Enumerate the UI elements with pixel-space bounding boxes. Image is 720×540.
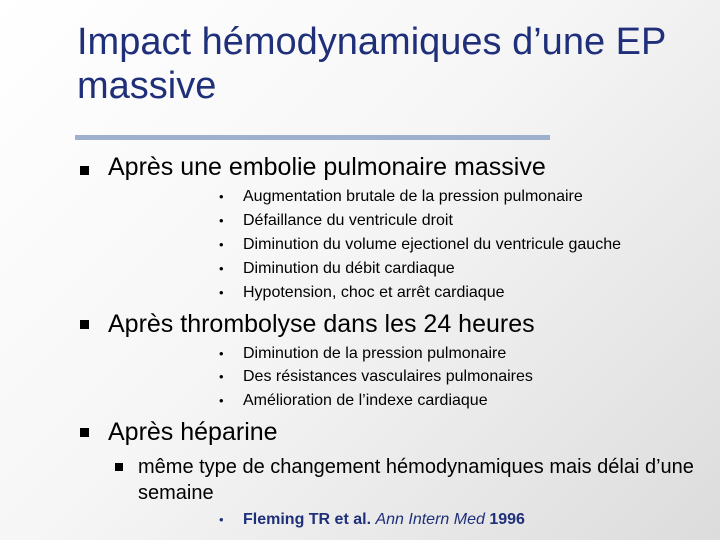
title-underline bbox=[75, 135, 550, 140]
list-item-text: Diminution de la pression pulmonaire bbox=[243, 345, 507, 362]
section-heading-thrombolyse: Après thrombolyse dans les 24 heures bbox=[108, 310, 535, 338]
list-item-text: Défaillance du ventricule droit bbox=[243, 212, 453, 229]
bullet-dot-icon: • bbox=[219, 213, 224, 228]
bullet-dot-icon: • bbox=[219, 369, 224, 384]
list-item-text: Augmentation brutale de la pression pulmonaire bbox=[243, 188, 583, 205]
list-item-text: Des résistances vasculaires pulmonaires bbox=[243, 368, 533, 385]
list-item-text: Diminution du volume ejectionel du ventricule gauche bbox=[243, 236, 621, 253]
section-heading-embolie: Après une embolie pulmonaire massive bbox=[108, 153, 546, 181]
square-bullet-icon bbox=[115, 463, 123, 471]
list-item-text: Diminution du débit cardiaque bbox=[243, 260, 455, 277]
reference-author: Fleming TR et al. bbox=[243, 511, 372, 528]
bullet-dot-icon: • bbox=[219, 346, 224, 361]
slide-title: Impact hémodynamiques d’une EP massive bbox=[77, 21, 666, 107]
square-bullet-icon bbox=[80, 428, 89, 437]
section-heading-heparine: Après héparine bbox=[108, 418, 278, 446]
list-item-text: Amélioration de l’indexe cardiaque bbox=[243, 392, 488, 409]
bullet-dot-icon: • bbox=[219, 189, 224, 204]
square-bullet-icon bbox=[80, 166, 89, 175]
bullet-dot-icon: • bbox=[219, 237, 224, 252]
reference-text bbox=[243, 508, 525, 532]
bullet-dot-icon: • bbox=[219, 261, 224, 276]
reference-journal: Ann Intern Med bbox=[375, 511, 485, 528]
bullet-dot-icon: • bbox=[219, 512, 224, 527]
bullet-dot-icon: • bbox=[219, 285, 224, 300]
section-subpoint: même type de changement hémodynamiques mais délai d’une semaine bbox=[138, 456, 694, 504]
bullet-dot-icon: • bbox=[219, 393, 224, 408]
square-bullet-icon bbox=[80, 320, 89, 329]
reference-year: 1996 bbox=[489, 511, 525, 528]
list-item-text: Hypotension, choc et arrêt cardiaque bbox=[243, 284, 505, 301]
